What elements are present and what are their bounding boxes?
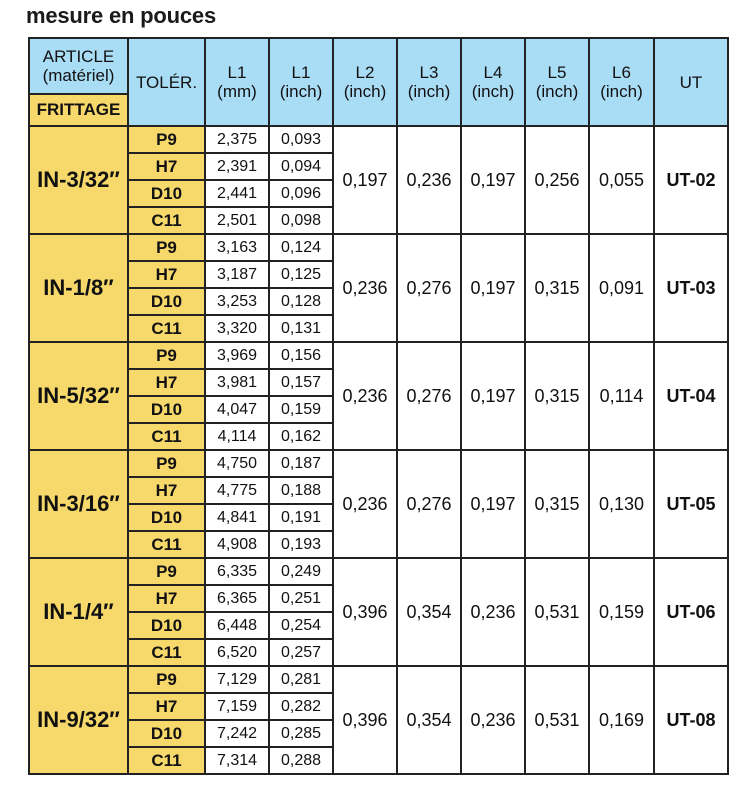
tolerance-cell: H7	[128, 693, 205, 720]
header-article: ARTICLE (matériel)	[29, 38, 128, 94]
header-l6: L6 (inch)	[589, 38, 654, 126]
l1-inch-cell: 0,193	[269, 531, 333, 558]
l1-mm-cell: 4,750	[205, 450, 269, 477]
l1-inch-cell: 0,254	[269, 612, 333, 639]
l1-inch-cell: 0,096	[269, 180, 333, 207]
tolerance-cell: C11	[128, 531, 205, 558]
tolerance-cell: P9	[128, 342, 205, 369]
l1-mm-cell: 7,242	[205, 720, 269, 747]
article-cell: IN-1/8″	[29, 234, 128, 342]
l1-inch-cell: 0,288	[269, 747, 333, 774]
l2-cell: 0,396	[333, 666, 397, 774]
table-row	[29, 342, 728, 369]
ut-cell: UT-02	[654, 126, 728, 234]
tolerance-cell: P9	[128, 126, 205, 153]
l3-cell: 0,276	[397, 342, 461, 450]
l5-cell: 0,256	[525, 126, 589, 234]
l1-inch-cell: 0,249	[269, 558, 333, 585]
header-ut: UT	[654, 38, 728, 126]
l6-cell: 0,130	[589, 450, 654, 558]
ut-cell: UT-03	[654, 234, 728, 342]
l4-cell: 0,236	[461, 558, 525, 666]
l1-inch-cell: 0,282	[269, 693, 333, 720]
l1-mm-cell: 4,114	[205, 423, 269, 450]
article-cell: IN-3/16″	[29, 450, 128, 558]
table-row	[29, 450, 728, 477]
header-l4: L4 (inch)	[461, 38, 525, 126]
header-l2: L2 (inch)	[333, 38, 397, 126]
tolerance-cell: D10	[128, 180, 205, 207]
tolerance-cell: C11	[128, 207, 205, 234]
l6-cell: 0,091	[589, 234, 654, 342]
l1-mm-cell: 3,253	[205, 288, 269, 315]
tolerance-cell: H7	[128, 369, 205, 396]
l2-cell: 0,236	[333, 342, 397, 450]
tolerance-cell: D10	[128, 612, 205, 639]
ut-cell: UT-05	[654, 450, 728, 558]
l1-inch-cell: 0,098	[269, 207, 333, 234]
l1-inch-cell: 0,251	[269, 585, 333, 612]
l1-mm-cell: 2,441	[205, 180, 269, 207]
ut-cell: UT-04	[654, 342, 728, 450]
l1-mm-cell: 6,448	[205, 612, 269, 639]
l1-inch-cell: 0,093	[269, 126, 333, 153]
l1-inch-cell: 0,285	[269, 720, 333, 747]
article-cell: IN-3/32″	[29, 126, 128, 234]
l5-cell: 0,315	[525, 450, 589, 558]
l6-cell: 0,055	[589, 126, 654, 234]
tolerance-cell: H7	[128, 585, 205, 612]
article-cell: IN-5/32″	[29, 342, 128, 450]
l1-inch-cell: 0,125	[269, 261, 333, 288]
table-row	[29, 558, 728, 585]
tolerance-cell: H7	[128, 153, 205, 180]
l5-cell: 0,531	[525, 558, 589, 666]
l1-inch-cell: 0,188	[269, 477, 333, 504]
header-l1-inch: L1 (inch)	[269, 38, 333, 126]
l1-mm-cell: 7,129	[205, 666, 269, 693]
l4-cell: 0,236	[461, 666, 525, 774]
tolerance-cell: P9	[128, 234, 205, 261]
tolerance-cell: D10	[128, 504, 205, 531]
l5-cell: 0,315	[525, 234, 589, 342]
l3-cell: 0,354	[397, 558, 461, 666]
l5-cell: 0,531	[525, 666, 589, 774]
tolerance-cell: D10	[128, 396, 205, 423]
l1-inch-cell: 0,094	[269, 153, 333, 180]
spec-table	[28, 37, 729, 775]
l1-inch-cell: 0,162	[269, 423, 333, 450]
l4-cell: 0,197	[461, 126, 525, 234]
l2-cell: 0,236	[333, 234, 397, 342]
l1-inch-cell: 0,191	[269, 504, 333, 531]
l1-mm-cell: 6,335	[205, 558, 269, 585]
article-cell: IN-9/32″	[29, 666, 128, 774]
l3-cell: 0,276	[397, 450, 461, 558]
l1-inch-cell: 0,157	[269, 369, 333, 396]
l1-mm-cell: 2,391	[205, 153, 269, 180]
header-l3: L3 (inch)	[397, 38, 461, 126]
l1-inch-cell: 0,131	[269, 315, 333, 342]
l4-cell: 0,197	[461, 342, 525, 450]
l3-cell: 0,276	[397, 234, 461, 342]
l1-mm-cell: 3,187	[205, 261, 269, 288]
l6-cell: 0,169	[589, 666, 654, 774]
l2-cell: 0,236	[333, 450, 397, 558]
l1-mm-cell: 7,314	[205, 747, 269, 774]
l1-mm-cell: 6,365	[205, 585, 269, 612]
tolerance-cell: P9	[128, 450, 205, 477]
table-row	[29, 666, 728, 693]
ut-cell: UT-08	[654, 666, 728, 774]
l3-cell: 0,354	[397, 666, 461, 774]
tolerance-cell: C11	[128, 747, 205, 774]
l2-cell: 0,197	[333, 126, 397, 234]
tolerance-cell: H7	[128, 477, 205, 504]
table-row	[29, 126, 728, 153]
l1-mm-cell: 4,775	[205, 477, 269, 504]
header-l1-mm: L1 (mm)	[205, 38, 269, 126]
l1-mm-cell: 4,047	[205, 396, 269, 423]
l1-inch-cell: 0,281	[269, 666, 333, 693]
l1-inch-cell: 0,128	[269, 288, 333, 315]
tolerance-cell: H7	[128, 261, 205, 288]
l1-inch-cell: 0,159	[269, 396, 333, 423]
tolerance-cell: P9	[128, 558, 205, 585]
tolerance-cell: D10	[128, 720, 205, 747]
page-title: mesure en pouces	[26, 3, 216, 28]
l1-mm-cell: 6,520	[205, 639, 269, 666]
header-toler: TOLÉR.	[128, 38, 205, 126]
l1-mm-cell: 7,159	[205, 693, 269, 720]
tolerance-cell: C11	[128, 639, 205, 666]
l1-mm-cell: 3,969	[205, 342, 269, 369]
l1-mm-cell: 2,375	[205, 126, 269, 153]
header-l5: L5 (inch)	[525, 38, 589, 126]
l1-mm-cell: 3,163	[205, 234, 269, 261]
l2-cell: 0,396	[333, 558, 397, 666]
l3-cell: 0,236	[397, 126, 461, 234]
article-cell: IN-1/4″	[29, 558, 128, 666]
l1-mm-cell: 3,981	[205, 369, 269, 396]
tolerance-cell: C11	[128, 423, 205, 450]
l6-cell: 0,159	[589, 558, 654, 666]
header-frittage: FRITTAGE	[29, 94, 128, 126]
l1-inch-cell: 0,124	[269, 234, 333, 261]
l5-cell: 0,315	[525, 342, 589, 450]
l4-cell: 0,197	[461, 234, 525, 342]
l6-cell: 0,114	[589, 342, 654, 450]
l1-mm-cell: 3,320	[205, 315, 269, 342]
ut-cell: UT-06	[654, 558, 728, 666]
tolerance-cell: C11	[128, 315, 205, 342]
l1-inch-cell: 0,257	[269, 639, 333, 666]
l1-inch-cell: 0,187	[269, 450, 333, 477]
l1-mm-cell: 4,908	[205, 531, 269, 558]
tolerance-cell: P9	[128, 666, 205, 693]
l1-mm-cell: 2,501	[205, 207, 269, 234]
l4-cell: 0,197	[461, 450, 525, 558]
l1-inch-cell: 0,156	[269, 342, 333, 369]
tolerance-cell: D10	[128, 288, 205, 315]
l1-mm-cell: 4,841	[205, 504, 269, 531]
table-row	[29, 234, 728, 261]
